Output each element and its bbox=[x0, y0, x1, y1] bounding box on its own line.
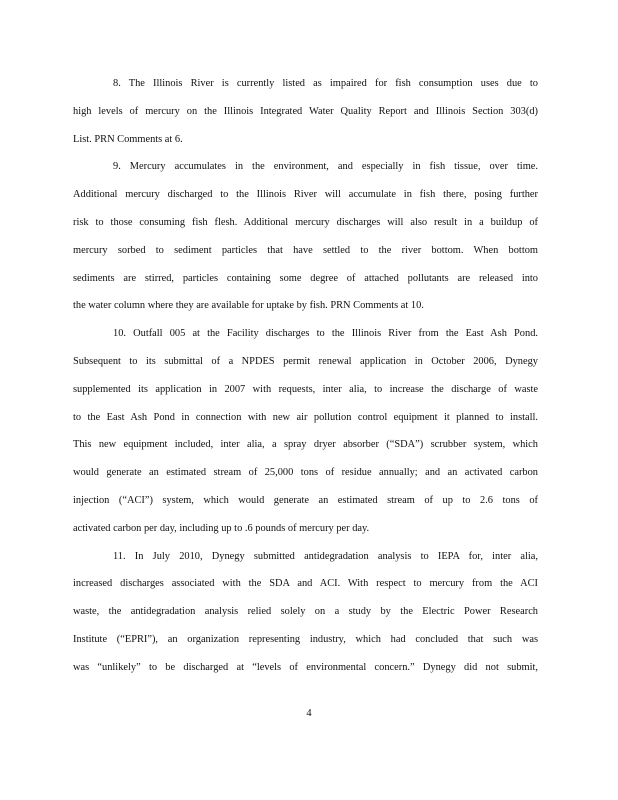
text-line: Institute (“EPRI”), an organization representing industry, which had concluded that such was bbox=[73, 633, 538, 645]
text-line: increased discharges associated with the SDA and ACI. With respect to mercury from the ACI bbox=[73, 578, 538, 590]
text-line: injection (“ACI”) system, which would generate an estimated stream of up to 2.6 tons of bbox=[73, 494, 538, 506]
text-line: Additional mercury discharged to the Illinois River will accumulate in fish there, posing further bbox=[73, 189, 538, 201]
text-line: waste, the antidegradation analysis relied solely on a study by the Electric Power Research bbox=[73, 606, 538, 618]
text-line: would generate an estimated stream of 25,000 tons of residue annually; and an activated carbon bbox=[73, 467, 538, 479]
text-line: to the East Ash Pond in connection with new air pollution control equipment it planned to install. bbox=[73, 411, 538, 423]
text-line: Subsequent to its submittal of a NPDES permit renewal application in October 2006, Dynegy bbox=[73, 355, 538, 367]
text-line: sediments are stirred, particles containing some degree of attached pollutants are released into bbox=[73, 272, 538, 284]
text-line: risk to those consuming fish flesh. Additional mercury discharges will also result in a buildup of bbox=[73, 216, 538, 228]
text-line: high levels of mercury on the Illinois Integrated Water Quality Report and Illinois Section 303(d) bbox=[73, 105, 538, 117]
text-line: 11. In July 2010, Dynegy submitted antidegradation analysis to IEPA for, inter alia, bbox=[113, 550, 538, 562]
text-line: List. PRN Comments at 6. bbox=[73, 133, 183, 145]
page-number: 4 bbox=[306, 708, 312, 719]
text-line: 9. Mercury accumulates in the environment, and especially in fish tissue, over time. bbox=[113, 161, 538, 173]
text-line: supplemented its application in 2007 with requests, inter alia, to increase the discharge of waste bbox=[73, 383, 538, 395]
text-line: mercury sorbed to sediment particles that have settled to the river bottom. When bottom bbox=[73, 244, 538, 256]
text-line: 8. The Illinois River is currently listed as impaired for fish consumption uses due to bbox=[113, 78, 538, 89]
text-line: This new equipment included, inter alia, a spray dryer absorber (“SDA”) scrubber system, which bbox=[73, 439, 538, 451]
text-line: activated carbon per day, including up to .6 pounds of mercury per day. bbox=[73, 522, 370, 534]
text-line: the water column where they are available for uptake by fish. PRN Comments at 10. bbox=[73, 300, 424, 312]
text-line: 10. Outfall 005 at the Facility discharges to the Illinois River from the East Ash Pond. bbox=[113, 328, 538, 340]
text-line: was “unlikely” to be discharged at “levels of environmental concern.” Dynegy did not submit, bbox=[73, 661, 538, 673]
body-text bbox=[73, 70, 538, 682]
